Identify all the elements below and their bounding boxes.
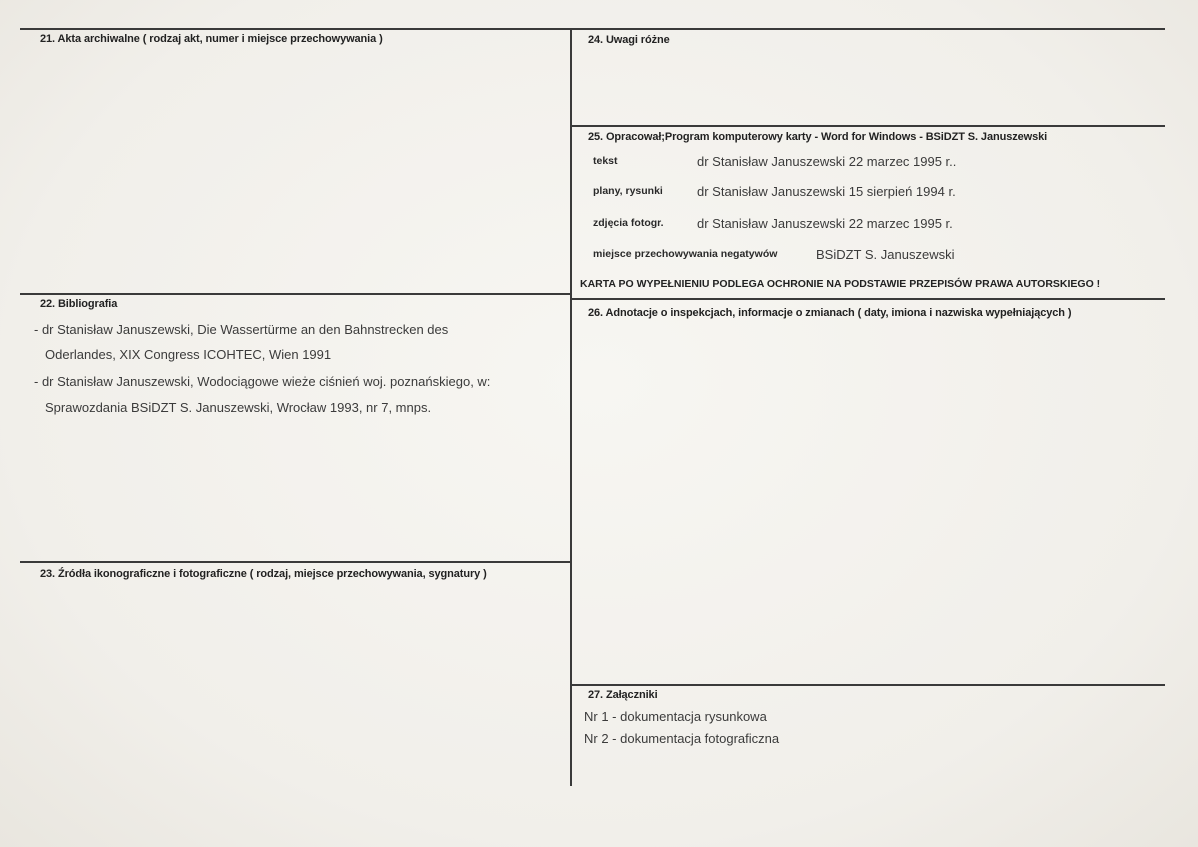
rule-22-23 [20,561,571,563]
copyright-notice: KARTA PO WYPEŁNIENIU PODLEGA OCHRONIE NA PODSTAWIE PRZEPISÓW PRAWA AUTORSKIEGO ! [580,278,1101,290]
rule-26-27 [571,684,1165,686]
column-divider [570,28,572,786]
attachment-item-1: Nr 1 - dokumentacja rysunkowa [584,709,767,724]
author-row-value-text: dr Stanisław Januszewski 22 marzec 1995 r.. [697,154,957,169]
bibliography-entry-2-line-2: Sprawozdania BSiDZT S. Januszewski, Wrocław 1993, nr 7, mnps. [45,400,432,415]
attachment-item-2: Nr 2 - dokumentacja fotograficzna [584,731,780,746]
section-26-title: 26. Adnotacje o inspekcjach, informacje o zmianach ( daty, imiona i nazwiska wypełniających ) [588,307,1072,319]
section-21-title: 21. Akta archiwalne ( rodzaj akt, numer i miejsce przechowywania ) [40,33,383,45]
bibliography-entry-1-line-2: Oderlandes, XIX Congress ICOHTEC, Wien 1991 [45,347,332,362]
section-27-title: 27. Załączniki [588,689,658,701]
section-24-title: 24. Uwagi różne [588,34,670,46]
author-row-value-negatives: BSiDZT S. Januszewski [816,247,955,262]
author-row-label-negatives: miejsce przechowywania negatywów [593,248,778,260]
author-row-label-photos: zdjęcia fotogr. [593,217,664,229]
rule-25-26 [571,298,1165,300]
section-23-title: 23. Źródła ikonograficzne i fotograficzne ( rodzaj, miejsce przechowywania, sygnatury ) [40,568,487,580]
rule-24-25 [571,125,1165,127]
section-22-title: 22. Bibliografia [40,298,118,310]
author-row-label-drawings: plany, rysunki [593,185,663,197]
author-row-value-photos: dr Stanisław Januszewski 22 marzec 1995 r. [697,216,953,231]
author-row-label-text: tekst [593,155,618,167]
bibliography-entry-2-line-1: - dr Stanisław Januszewski, Wodociągowe wieże ciśnień woj. poznańskiego, w: [34,374,491,389]
author-row-value-drawings: dr Stanisław Januszewski 15 sierpień 1994 r. [697,184,956,199]
rule-21-22 [20,293,571,295]
top-rule [20,28,1165,30]
section-25-title: 25. Opracował;Program komputerowy karty - Word for Windows - BSiDZT S. Januszewski [588,131,1048,143]
bibliography-entry-1-line-1: - dr Stanisław Januszewski, Die Wassertürme an den Bahnstrecken des [34,322,449,337]
